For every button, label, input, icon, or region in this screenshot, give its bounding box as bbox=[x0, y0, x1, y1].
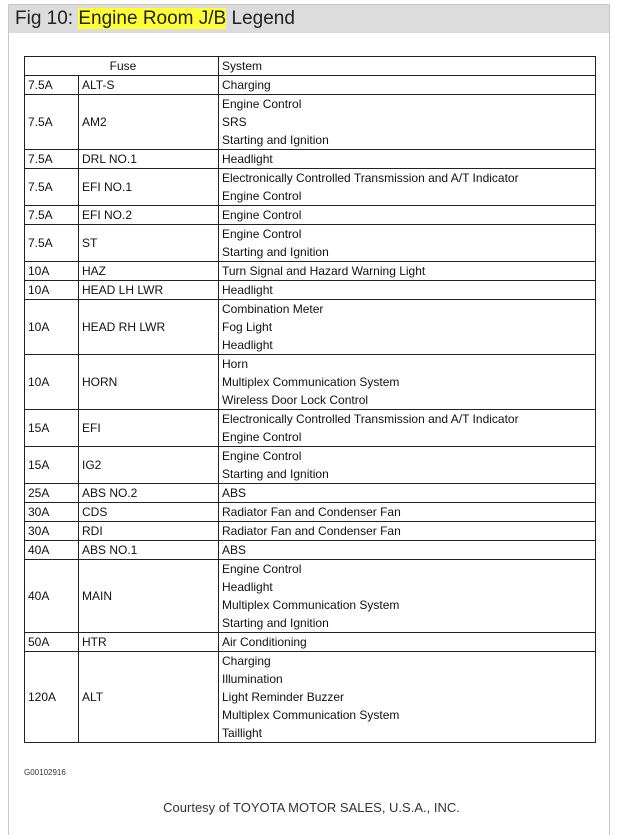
fuse-systems bbox=[219, 206, 596, 225]
fuse-name: ALT bbox=[79, 652, 219, 743]
fuse-name: HAZ bbox=[79, 262, 219, 281]
system-item: Starting and Ignition bbox=[222, 616, 329, 630]
fuse-amperage: 10A bbox=[25, 281, 79, 300]
system-item: Headlight bbox=[222, 152, 273, 166]
table-row bbox=[25, 95, 596, 150]
system-item: Combination Meter bbox=[222, 302, 324, 316]
fuse-systems bbox=[219, 410, 596, 447]
table-row bbox=[25, 76, 596, 95]
fuse-systems bbox=[219, 225, 596, 262]
table-row bbox=[25, 503, 596, 522]
fuse-name: EFI NO.1 bbox=[79, 169, 219, 206]
table-row bbox=[25, 633, 596, 652]
system-item: SRS bbox=[222, 115, 247, 129]
fuse-name: HEAD RH LWR bbox=[79, 300, 219, 355]
table-row bbox=[25, 447, 596, 484]
system-item: Radiator Fan and Condenser Fan bbox=[222, 524, 401, 538]
fuse-amperage: 25A bbox=[25, 484, 79, 503]
fuse-systems bbox=[219, 447, 596, 484]
system-item: Horn bbox=[222, 357, 249, 371]
fuse-systems bbox=[219, 522, 596, 541]
system-item: Engine Control bbox=[222, 562, 302, 576]
system-item: Charging bbox=[222, 78, 271, 92]
fuse-amperage: 7.5A bbox=[25, 76, 79, 95]
table-row bbox=[25, 150, 596, 169]
system-item: Radiator Fan and Condenser Fan bbox=[222, 505, 401, 519]
system-item: Illumination bbox=[222, 672, 283, 686]
fuse-amperage: 50A bbox=[25, 633, 79, 652]
fuse-systems bbox=[219, 541, 596, 560]
system-item: Headlight bbox=[222, 580, 273, 594]
system-item: Engine Control bbox=[222, 449, 302, 463]
fuse-amperage: 7.5A bbox=[25, 225, 79, 262]
fuse-amperage: 30A bbox=[25, 503, 79, 522]
fuse-name: AM2 bbox=[79, 95, 219, 150]
fuse-amperage: 7.5A bbox=[25, 169, 79, 206]
system-item: Multiplex Communication System bbox=[222, 375, 400, 389]
fuse-name: HTR bbox=[79, 633, 219, 652]
table-row bbox=[25, 652, 596, 743]
fuse-name: EFI NO.2 bbox=[79, 206, 219, 225]
fuse-amperage: 15A bbox=[25, 410, 79, 447]
system-item: Engine Control bbox=[222, 227, 302, 241]
system-item: Multiplex Communication System bbox=[222, 598, 400, 612]
fuse-amperage: 15A bbox=[25, 447, 79, 484]
system-item: ABS bbox=[222, 543, 247, 557]
courtesy-credit: Courtesy of TOYOTA MOTOR SALES, U.S.A., INC. bbox=[163, 800, 460, 815]
fuse-systems bbox=[219, 169, 596, 206]
system-item: Turn Signal and Hazard Warning Light bbox=[222, 264, 426, 278]
fuse-amperage: 7.5A bbox=[25, 206, 79, 225]
table-row bbox=[25, 169, 596, 206]
table-header-row bbox=[25, 57, 596, 76]
fuse-amperage: 10A bbox=[25, 262, 79, 281]
fuse-name: RDI bbox=[79, 522, 219, 541]
system-item: Taillight bbox=[222, 726, 263, 740]
table-row bbox=[25, 355, 596, 410]
system-item: Light Reminder Buzzer bbox=[222, 690, 345, 704]
fuse-systems bbox=[219, 76, 596, 95]
header-system: System bbox=[219, 57, 596, 76]
system-item: Electronically Controlled Transmission and A/T Indicator bbox=[222, 171, 519, 185]
fuse-name: HORN bbox=[79, 355, 219, 410]
system-item: Air Conditioning bbox=[222, 635, 307, 649]
fuse-name: IG2 bbox=[79, 447, 219, 484]
fuse-amperage: 40A bbox=[25, 560, 79, 633]
fuse-systems bbox=[219, 633, 596, 652]
fuse-legend-table bbox=[24, 56, 596, 743]
fuse-systems bbox=[219, 503, 596, 522]
fuse-systems bbox=[219, 355, 596, 410]
figure-frame bbox=[8, 4, 610, 835]
system-item: Headlight bbox=[222, 338, 273, 352]
system-item: Engine Control bbox=[222, 97, 302, 111]
system-item: Charging bbox=[222, 654, 271, 668]
system-item: Starting and Ignition bbox=[222, 133, 329, 147]
fuse-amperage: 10A bbox=[25, 355, 79, 410]
fuse-name: MAIN bbox=[79, 560, 219, 633]
fuse-systems bbox=[219, 95, 596, 150]
system-item: Electronically Controlled Transmission and A/T Indicator bbox=[222, 412, 519, 426]
fuse-systems bbox=[219, 281, 596, 300]
fuse-systems bbox=[219, 560, 596, 633]
fuse-name: EFI bbox=[79, 410, 219, 447]
system-item: Engine Control bbox=[222, 430, 302, 444]
system-item: Starting and Ignition bbox=[222, 467, 329, 481]
figure-title bbox=[9, 5, 609, 33]
fuse-name: DRL NO.1 bbox=[79, 150, 219, 169]
table-body bbox=[25, 76, 596, 743]
system-item: ABS bbox=[222, 486, 247, 500]
fuse-amperage: 30A bbox=[25, 522, 79, 541]
fuse-systems bbox=[219, 300, 596, 355]
table-row bbox=[25, 522, 596, 541]
fuse-amperage: 120A bbox=[25, 652, 79, 743]
table-row bbox=[25, 262, 596, 281]
fuse-name: ALT-S bbox=[79, 76, 219, 95]
table-row bbox=[25, 484, 596, 503]
table-row bbox=[25, 410, 596, 447]
fuse-name: ABS NO.2 bbox=[79, 484, 219, 503]
title-prefix: Fig 10: bbox=[15, 8, 79, 29]
table-row bbox=[25, 281, 596, 300]
table-row bbox=[25, 300, 596, 355]
system-item: Wireless Door Lock Control bbox=[222, 393, 369, 407]
system-item: Fog Light bbox=[222, 320, 273, 334]
system-item: Engine Control bbox=[222, 189, 302, 203]
system-item: Engine Control bbox=[222, 208, 302, 222]
fuse-amperage: 7.5A bbox=[25, 150, 79, 169]
header-fuse: Fuse bbox=[25, 57, 219, 76]
table-row bbox=[25, 541, 596, 560]
fuse-systems bbox=[219, 150, 596, 169]
table-row bbox=[25, 206, 596, 225]
fuse-systems bbox=[219, 484, 596, 503]
system-item: Starting and Ignition bbox=[222, 245, 329, 259]
fuse-amperage: 7.5A bbox=[25, 95, 79, 150]
system-item: Multiplex Communication System bbox=[222, 708, 400, 722]
fuse-name: ABS NO.1 bbox=[79, 541, 219, 560]
fuse-systems bbox=[219, 262, 596, 281]
fuse-name: CDS bbox=[79, 503, 219, 522]
table-row bbox=[25, 225, 596, 262]
table-row bbox=[25, 560, 596, 633]
fuse-amperage: 40A bbox=[25, 541, 79, 560]
fuse-systems bbox=[219, 652, 596, 743]
title-highlight: Engine Room J/B bbox=[78, 8, 227, 29]
fuse-amperage: 10A bbox=[25, 300, 79, 355]
fuse-name: HEAD LH LWR bbox=[79, 281, 219, 300]
title-suffix: Legend bbox=[226, 8, 295, 29]
fuse-name: ST bbox=[79, 225, 219, 262]
system-item: Headlight bbox=[222, 283, 273, 297]
figure-code: G00102916 bbox=[24, 768, 66, 777]
